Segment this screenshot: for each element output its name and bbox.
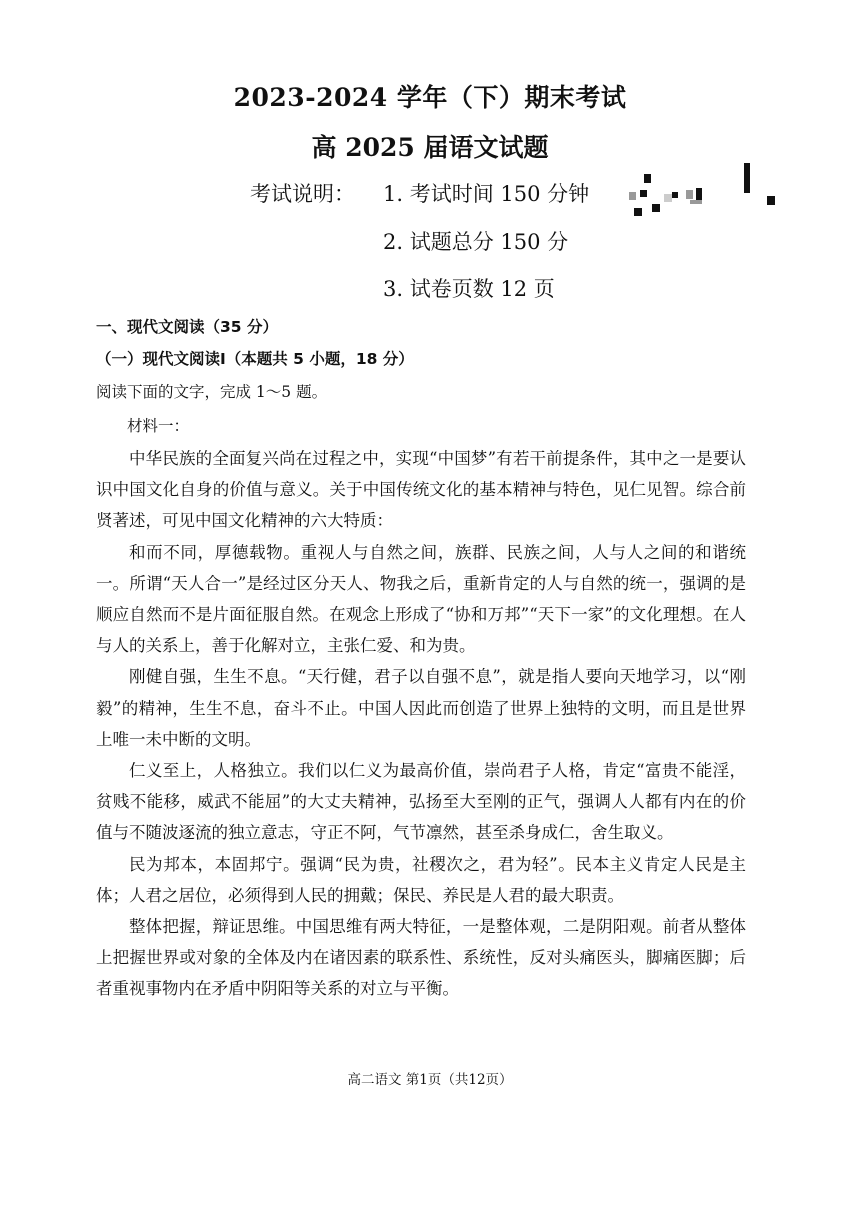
section-heading-modern-reading: 一、现代文阅读（35 分）	[96, 318, 278, 336]
reading-instruction: 阅读下面的文字，完成 1～5 题。	[96, 383, 328, 401]
exam-subtitle: 高 2025 届语文试题	[311, 133, 549, 162]
exam-title: 2023-2024 学年（下）期末考试	[233, 83, 627, 112]
exam-note-time: 1. 考试时间 150 分钟	[383, 182, 590, 206]
exam-note-score: 2. 试题总分 150 分	[383, 230, 569, 254]
paragraph: 中华民族的全面复兴尚在过程之中，实现“中国梦”有若干前提条件，其中之一是要认识中国文化自身的价值与意义。关于中国传统文化的基本精神与特色，见仁见智。综合前贤著述，可见中国文化精神的六大特质：	[96, 449, 746, 531]
subsection-heading-reading-1: （一）现代文阅读Ⅰ（本题共 5 小题，18 分）	[96, 350, 414, 368]
material-label: 材料一：	[127, 417, 190, 435]
paragraph: 仁义至上，人格独立。我们以仁义为最高价值，崇尚君子人格，肯定“富贵不能淫，贫贱不能移，威武不能屈”的大丈夫精神，弘扬至大至刚的正气，强调人人都有内在的价值与不随波逐流的独立意志，守正不阿，气节凛然，甚至杀身成仁，舍生取义。	[96, 761, 746, 843]
redacted-code-mark	[624, 160, 784, 220]
page-footer: 高二语文 第1页（共12页）	[347, 1072, 513, 1088]
exam-notes-label: 考试说明：	[250, 182, 355, 206]
material-text	[96, 443, 746, 1005]
exam-note-pages: 3. 试卷页数 12 页	[383, 277, 555, 301]
paragraph: 刚健自强，生生不息。“天行健，君子以自强不息”，就是指人要向天地学习，以“刚毅”的精神，生生不息，奋斗不止。中国人因此而创造了世界上独特的文明，而且是世界上唯一未中断的文明。	[96, 667, 746, 749]
paragraph: 整体把握，辩证思维。中国思维有两大特征，一是整体观，二是阴阳观。前者从整体上把握世界或对象的全体及内在诸因素的联系性、系统性，反对头痛医头，脚痛医脚；后者重视事物内在矛盾中阴阳等关系的对立与平衡。	[96, 917, 746, 999]
paragraph: 民为邦本，本固邦宁。强调“民为贵，社稷次之，君为轻”。民本主义肯定人民是主体；人君之居位，必须得到人民的拥戴；保民、养民是人君的最大职责。	[96, 854, 746, 905]
paragraph: 和而不同，厚德载物。重视人与自然之间，族群、民族之间，人与人之间的和谐统一。所谓“天人合一”是经过区分天人、物我之后，重新肯定的人与自然的统一，强调的是顺应自然而不是片面征服自然。在观念上形成了“协和万邦”“天下一家”的文化理想。在人与人的关系上，善于化解对立，主张仁爱、和为贵。	[96, 542, 746, 656]
